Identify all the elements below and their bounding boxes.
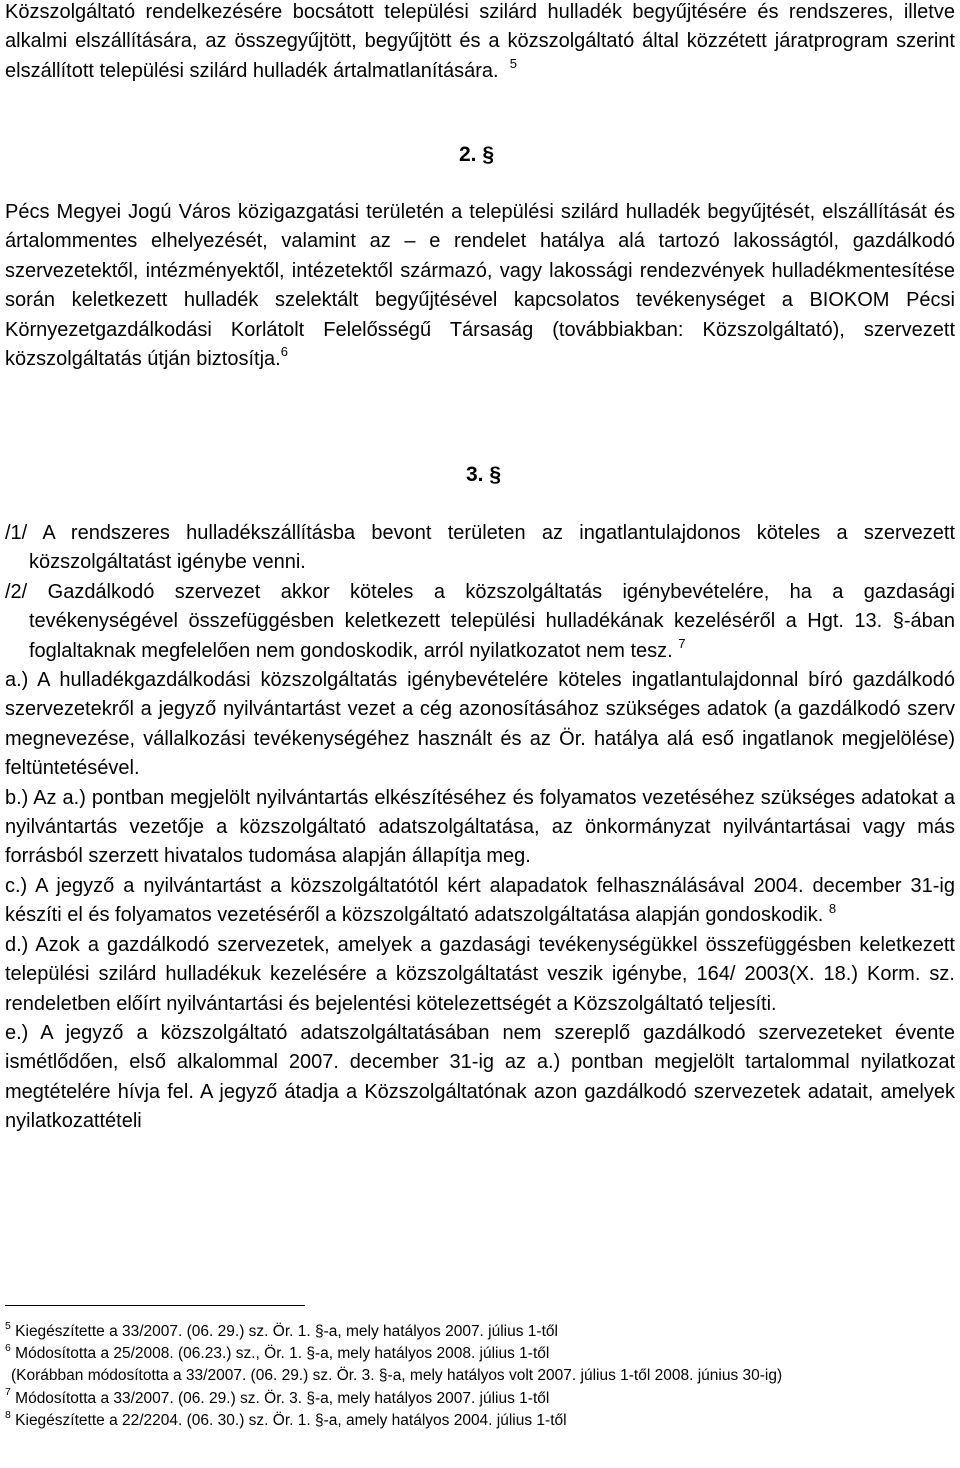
footnote-ref-8: 8: [828, 900, 837, 916]
section-3-point-b: b.) Az a.) pontban megjelölt nyilvántartás elkészítéséhez és folyamatos vezetéséhez szükséges adatokat a nyilvántartás vezetője a közszolgáltató adatszolgáltatása, az önkormányzat nyilvántartásai vagy más forrásból szerzett hivatalos tudomása alapján állapítja meg.: [5, 786, 955, 868]
footnote-divider: [5, 1305, 305, 1306]
intro-text: Közszolgáltató rendelkezésére bocsátott települési szilárd hulladék begyűjtésére és rendszeres, illetve alkalmi elszállítására, az összegyűjtött, begyűjtött és a közszolgáltató által közzétett járatprogram szerint elszállított települési szilárd hulladék ártalmatlanítására.: [5, 1, 955, 82]
section-3-point-d: d.) Azok a gazdálkodó szervezetek, amelyek a gazdasági tevékenységükkel összefüggésben keletkezett települési szilárd hulladékuk kezelésére a közszolgáltatást veszik igénybe, 164/ 2003(X. 18.) Korm. sz. rendeletben előírt nyilvántartási és bejelentési kötelezettségét a Közszolgáltató teljesíti.: [5, 933, 955, 1015]
section-3-body: [5, 519, 955, 1137]
section-3-point-c-text: c.) A jegyző a nyilvántartást a közszolgáltatótól kért alapadatok felhasználásával 2004. december 31-ig készíti el és folyamatos vezetéséről a közszolgáltató adatszolgáltatása alapján gondoskodik.: [5, 874, 955, 927]
footnote-number: 8: [5, 1408, 11, 1421]
footnote-number: 6: [5, 1342, 11, 1355]
footnote-text: Kiegészítette a 22/2204. (06. 30.) sz. Ör. 1. §-a, amely hatályos 2004. július 1-től: [15, 1411, 567, 1429]
section-2-paragraph: [5, 198, 955, 374]
footnote-text: Módosította a 25/2008. (06.23.) sz., Ör. 1. §-a, mely hatályos 2008. július 1-től: [15, 1345, 550, 1363]
footnote-number: 7: [5, 1386, 11, 1399]
footnote-number: 5: [5, 1319, 11, 1332]
footnote-ref-6: 6: [280, 344, 288, 360]
footnote-7: [5, 1388, 955, 1410]
section-3-paragraph-2-text: /2/ Gazdálkodó szervezet akkor köteles a közszolgáltatás igénybevételére, ha a gazdasági tevékenységével összefüggésben keletkezett települési hulladékának kezeléséről a Hgt. 13. §-ában foglaltaknak megfelelően nem gondoskodik, arról nyilatkozatot nem tesz.: [5, 580, 955, 662]
footnote-5: [5, 1321, 955, 1343]
footnote-6: [5, 1343, 955, 1365]
footnote-text: Kiegészítette a 33/2007. (06. 29.) sz. Ör. 1. §-a, mely hatályos 2007. július 1-től: [15, 1323, 558, 1340]
section-2-text: Pécs Megyei Jogú Város közigazgatási területén a települési szilárd hulladék begyűjtését, elszállítását és ártalommentes elhelyezését, valamint az – e rendelet hatálya alá tartozó lakosságtól, gazdálkodó szervezetektől, intézményektől, intézetektől származó, vagy lakossági rendezvények hulladékmentesítése során keletkezett hulladék szelektált begyűjtésével kapcsolatos tevékenységet a BIOKOM Pécsi Környezetgazdálkodási Korlátolt Felelősségű Társaság (továbbiakban: Közszolgáltató), szervezett közszolgáltatás útján biztosítja.: [5, 201, 955, 371]
footnote-text: Módosította a 33/2007. (06. 29.) sz. Ör. 3. §-a, mely hatályos 2007. július 1-től: [15, 1389, 550, 1407]
section-3-paragraph-2: [5, 578, 955, 666]
footnote-text: (Korábban módosította a 33/2007. (06. 29.) sz. Ör. 3. §-a, mely hatályos volt 2007. július 1-től 2008. június 30-ig): [11, 1367, 783, 1385]
footnote-ref-7: 7: [678, 635, 686, 651]
section-3-point-c: [5, 872, 955, 931]
intro-paragraph: [5, 0, 955, 86]
footnote-8: [5, 1410, 955, 1432]
section-3-paragraph-1: /1/ A rendszeres hulladékszállításba bevont területen az ingatlantulajdonos köteles a szervezett közszolgáltatást igénybe venni.: [5, 522, 955, 574]
footnotes: [5, 1321, 955, 1432]
section-3-heading: 3. §: [466, 463, 502, 486]
section-3-point-a: a.) A hulladékgazdálkodási közszolgáltatás igénybevételére köteles ingatlantulajdonnal bíró gazdálkodó szervezetekről a jegyző nyilvántartást vezet a cég azonosításához szükséges adatok (a gazdálkodó szerv megnevezése, vállalkozási tevékenységéhez használt és az Ör. hatálya alá eső ingatlanok megjelölése) feltüntetésével.: [5, 669, 955, 780]
footnote-6-continuation: [5, 1365, 955, 1387]
section-2-heading: 2. §: [459, 143, 495, 166]
section-3-point-e: e.) A jegyző a közszolgáltató adatszolgáltatásában nem szereplő gazdálkodó szervezeteket évente ismétlődően, első alkalommal 2007. december 31-ig az a.) pontban megjelölt tartalommal nyilatkozat megtételére hívja fel. A jegyző átadja a Közszolgáltatónak azon gazdálkodó szervezetek adatait, amelyek nyilatkozattételi: [5, 1021, 955, 1133]
footnote-ref-5: 5: [509, 56, 517, 72]
